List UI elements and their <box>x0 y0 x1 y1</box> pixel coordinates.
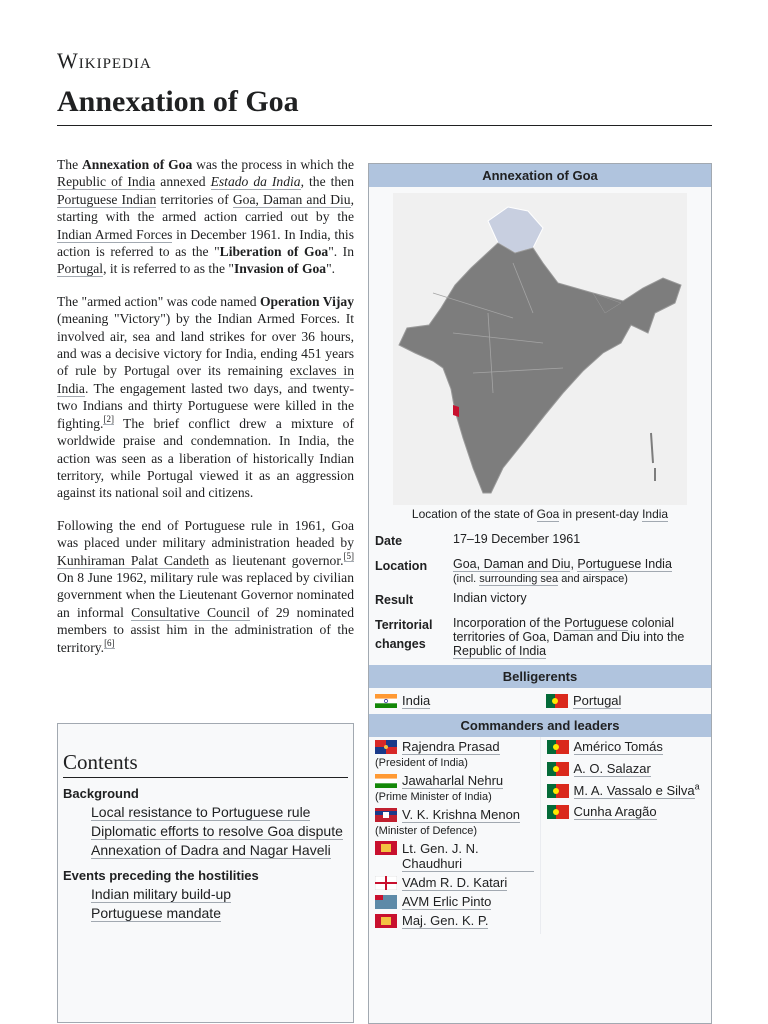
text: territories of <box>156 191 233 207</box>
reference-link[interactable]: [5] <box>343 551 354 561</box>
map-caption <box>369 507 711 521</box>
text: Incorporation of the <box>453 616 565 630</box>
bold-term: Invasion of Goa <box>233 261 327 277</box>
row-result <box>369 588 711 613</box>
row-territorial <box>369 613 711 661</box>
link-republic-of-india[interactable]: Republic of India <box>453 644 547 658</box>
text: , starting with the armed action carried out by the <box>57 191 354 225</box>
bold-term: Annexation of Goa <box>81 157 193 172</box>
commander-entry <box>547 739 706 755</box>
commanders-portugal <box>541 737 712 934</box>
toc-item-label[interactable]: Annexation of Dadra and Nagar Haveli <box>91 842 331 858</box>
goa-highlight <box>453 405 459 417</box>
text: as lieutenant governor. <box>209 552 344 568</box>
label: Result <box>375 593 414 607</box>
commander-name[interactable]: Américo Tomás <box>573 739 663 754</box>
value <box>447 613 711 661</box>
bold-term: Liberation of Goa <box>219 244 329 260</box>
text: . The engagement lasted two days, and twenty-two Indians and thirty Portuguese were killed in the fighting. <box>57 380 354 431</box>
text: and airspace) <box>558 573 628 585</box>
text: in present-day <box>559 507 643 521</box>
intro-paragraph-3 <box>57 517 354 656</box>
intro-paragraph-2 <box>57 293 354 502</box>
commander-name[interactable]: Maj. Gen. K. P. <box>402 913 489 928</box>
portugal-flag-icon <box>547 805 569 819</box>
toc-item[interactable] <box>91 905 348 921</box>
commander-name[interactable]: A. O. Salazar <box>573 761 651 776</box>
belligerent-india <box>369 688 540 714</box>
text: , it is referred to as the " <box>103 261 234 277</box>
toc-item[interactable] <box>91 823 348 839</box>
commander-name[interactable]: AVM Erlic Pinto <box>402 894 492 909</box>
india-flag-icon <box>375 774 397 788</box>
commander-name[interactable]: Rajendra Prasad <box>402 739 500 754</box>
label: Territorial changes <box>375 618 433 651</box>
row-date <box>369 529 711 554</box>
portugal-flag-icon <box>547 762 569 776</box>
toc-item[interactable] <box>91 804 348 820</box>
label: Date <box>375 534 403 548</box>
reference-link[interactable]: [6] <box>104 638 115 649</box>
text: The brief conflict drew a mixture of worldwide praise and condemnation. In India, the action was seen as a liberation of historically Indian territory, while Portugal viewed it as an aggression against its national soil and citizens. <box>57 415 354 501</box>
link-portuguese-india[interactable]: Portuguese India <box>577 557 672 571</box>
text: Following the end of Portuguese rule in 1961, Goa was placed under military administration headed by <box>57 517 354 551</box>
page-title: Annexation of Goa <box>57 85 299 118</box>
link-republic-of-india[interactable]: Republic of India <box>57 174 156 190</box>
text: ". <box>326 261 336 277</box>
army-flag-icon <box>375 914 397 928</box>
commander-name[interactable]: Jawaharlal Nehru <box>402 773 504 788</box>
president-flag-icon <box>375 740 397 754</box>
defence-flag-icon <box>375 808 397 822</box>
toc-item[interactable] <box>91 886 348 902</box>
portugal-flag-icon <box>547 784 569 798</box>
commanders-row <box>369 737 711 934</box>
india-flag-icon <box>375 694 397 708</box>
value: Indian victory <box>453 591 527 605</box>
commander-entry <box>375 739 534 755</box>
commander-name[interactable]: VAdm R. D. Katari <box>402 875 508 890</box>
toc-section-events[interactable]: Events preceding the hostilities <box>63 868 259 883</box>
article-body <box>57 156 354 671</box>
toc-section-background[interactable]: Background <box>63 786 139 801</box>
commander-name[interactable]: M. A. Vassalo e Silva <box>573 783 695 798</box>
navy-flag-icon <box>375 876 397 890</box>
infobox-title: Annexation of Goa <box>369 164 711 187</box>
text: , the then <box>300 174 354 190</box>
link-india[interactable]: India <box>642 507 669 521</box>
link-goa[interactable]: Goa <box>536 507 560 521</box>
toc-item-label[interactable]: Diplomatic efforts to resolve Goa dispute <box>91 823 343 839</box>
airforce-flag-icon <box>375 895 397 909</box>
text: (incl. <box>453 573 480 585</box>
text: was the process in which the <box>192 157 354 172</box>
commander-name[interactable]: Lt. Gen. J. N. Chaudhuri <box>402 841 534 872</box>
toc-item-label[interactable]: Local resistance to Portuguese rule <box>91 804 311 820</box>
commander-entry <box>375 773 534 789</box>
portugal-flag-icon <box>546 694 568 708</box>
wikipedia-wordmark[interactable]: Wikipedia <box>57 48 152 73</box>
link-surrounding-sea[interactable]: surrounding sea <box>479 573 559 585</box>
text: , <box>570 557 578 571</box>
link-portuguese-indian[interactable]: Portuguese Indian <box>57 191 157 207</box>
commander-entry <box>547 804 706 820</box>
commanders-header: Commanders and leaders <box>369 714 711 737</box>
bold-term: Operation Vijay <box>259 293 354 309</box>
text: The <box>57 157 82 172</box>
value: 17–19 December 1961 <box>453 532 581 546</box>
label: Location <box>375 559 428 573</box>
commander-name[interactable]: V. K. Krishna Menon <box>402 807 521 822</box>
link-consultative-council[interactable]: Consultative Council <box>131 604 251 620</box>
text: annexed <box>155 174 211 190</box>
text: colonial territories of Goa, Daman and Diu into the <box>453 616 685 644</box>
link-portuguese[interactable]: Portuguese <box>564 616 629 630</box>
commander-note: (Minister of Defence) <box>375 825 478 837</box>
commander-entry <box>375 894 534 910</box>
link-exclaves-in-india[interactable]: exclaves in India <box>57 363 354 396</box>
commander-note: (Prime Minister of India) <box>375 791 492 803</box>
footnote-marker[interactable]: a <box>694 781 700 792</box>
row-location <box>369 554 711 588</box>
toc-item-label[interactable]: Indian military build-up <box>91 886 232 902</box>
commander-entry <box>547 783 706 798</box>
value <box>447 554 711 588</box>
portugal-flag-icon <box>547 740 569 754</box>
link-portugal[interactable]: Portugal <box>573 693 622 708</box>
belligerent-portugal <box>540 688 711 714</box>
link-portugal[interactable]: Portugal <box>57 261 104 277</box>
commander-entry <box>375 807 534 823</box>
army-flag-icon <box>375 841 397 855</box>
intro-paragraph-1 <box>57 156 354 278</box>
text: (meaning "Victory") by the Indian Armed Forces. It involved air, sea and land strikes for over 36 hours, and was a decisive victory for India, ending 451 years of rule by Portugal over its remaining <box>57 311 354 379</box>
table-of-contents <box>57 723 354 1023</box>
commander-name[interactable]: Cunha Aragão <box>573 804 657 819</box>
link-goa-daman-diu[interactable]: Goa, Daman and Diu <box>453 557 571 571</box>
commander-entry <box>375 841 534 872</box>
infobox-details <box>369 529 711 661</box>
link-indian-armed-forces[interactable]: Indian Armed Forces <box>57 226 173 242</box>
link-goa-daman-diu[interactable]: Goa, Daman and Diu <box>232 191 351 207</box>
text: The "armed action" was code named <box>57 293 260 309</box>
toc-item-label[interactable]: Portuguese mandate <box>91 905 221 921</box>
toc-item[interactable] <box>91 842 348 858</box>
commander-note: (President of India) <box>375 757 468 769</box>
text: of 29 nominated members to assist him in the administration of the territory. <box>57 604 355 655</box>
commander-entry <box>375 913 534 929</box>
infobox <box>368 163 712 1024</box>
link-kunhiraman-palat-candeth[interactable]: Kunhiraman Palat Candeth <box>57 552 210 568</box>
commanders-india <box>369 737 541 934</box>
toc-title: Contents <box>63 750 348 778</box>
link-estado-da-india[interactable]: Estado da India <box>210 174 301 190</box>
title-divider <box>57 125 712 126</box>
text: On 8 June 1962, military rule was replaced by civilian government when the Lieutenant Governor nominated an informal <box>57 569 354 620</box>
text: in December 1961. In India, this action is referred to as the " <box>57 226 354 260</box>
india-locator-map[interactable] <box>393 193 687 505</box>
text: Location of the state of <box>411 507 537 521</box>
belligerents-row <box>369 688 711 714</box>
link-india[interactable]: India <box>402 693 431 708</box>
commander-entry <box>547 761 706 777</box>
belligerents-header: Belligerents <box>369 665 711 688</box>
text: ". In <box>328 244 355 260</box>
commander-entry <box>375 875 534 891</box>
reference-link[interactable]: [2] <box>103 414 114 425</box>
